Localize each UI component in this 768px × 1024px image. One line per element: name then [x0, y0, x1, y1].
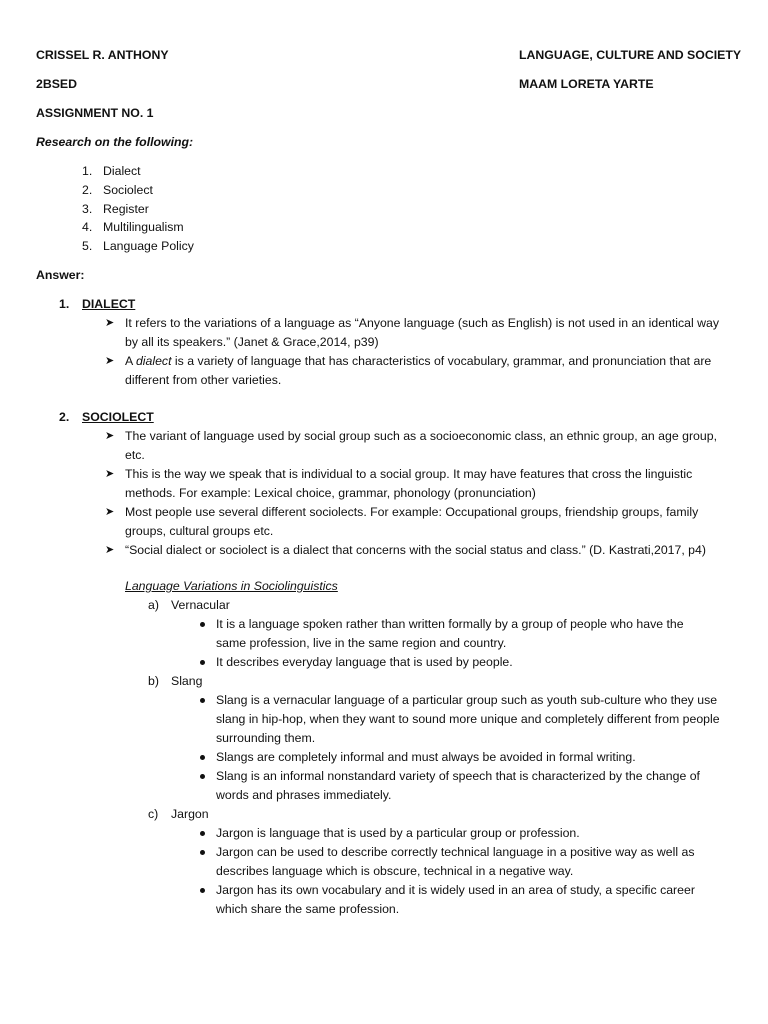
bullet-dot-icon — [200, 850, 205, 855]
bullet-text: Jargon can be used to describe correctly technical language in a positive way as well as describes language which is obscure, technical in a negative way. — [216, 845, 695, 878]
bullet-dot-icon — [200, 888, 205, 893]
topic-number: 2. — [82, 183, 93, 197]
bullet-text-emphasis: dialect — [135, 354, 172, 368]
subsection-title-jargon: Jargon — [171, 807, 209, 821]
section-number: 1. — [59, 297, 70, 311]
bullet-dot-icon — [200, 831, 205, 836]
bullet-text: Slang is a vernacular language of a particular group such as youth sub-culture who they use slang in hip-hop, when they want to sound more unique and completely different from people surrounding them. — [216, 693, 720, 745]
bullet-dot-icon — [200, 622, 205, 627]
topic-label: Dialect — [103, 164, 141, 178]
section-title-dialect: DIALECT — [82, 297, 136, 311]
bullet-text: It is a language spoken rather than written formally by a group of people who have the same profession, live in the same region and country. — [216, 617, 684, 650]
bullet-text: The variant of language used by social group such as a socioeconomic class, an ethnic group, an age group, etc. — [125, 429, 717, 462]
student-name: CRISSEL R. ANTHONY — [36, 48, 169, 62]
bullet-text: It refers to the variations of a language as “Anyone language (such as English) is not used in an identical way by all its speakers.” (Janet & Grace,2014, p39) — [125, 316, 720, 349]
bullet-text: Jargon is language that is used by a particular group or profession. — [216, 826, 580, 840]
student-section: 2BSED — [36, 77, 78, 91]
assignment-number: ASSIGNMENT NO. 1 — [36, 106, 154, 120]
bullet-text: “Social dialect or sociolect is a dialect that concerns with the social status and class.” (D. Kastrati,2017, p4) — [125, 543, 706, 557]
subsection-label: b) — [148, 674, 159, 688]
course-title: LANGUAGE, CULTURE AND SOCIETY — [519, 48, 742, 62]
bullet-text-pre: A — [125, 354, 136, 368]
bullet-dot-icon — [200, 774, 205, 779]
bullet-text: Most people use several different sociolects. For example: Occupational groups, friendship groups, family groups, cultural groups etc. — [125, 505, 699, 538]
arrow-bullet-icon: ➤ — [105, 544, 115, 556]
bullet-text: This is the way we speak that is individual to a social group. It may have features that cross the linguistic methods. For example: Lexical choice, grammar, phonology (pronunciation) — [125, 467, 693, 500]
bullet-dot-icon — [200, 660, 205, 665]
arrow-bullet-icon: ➤ — [105, 317, 115, 329]
bullet-text: It describes everyday language that is used by people. — [216, 655, 513, 669]
instructor-name: MAAM LORETA YARTE — [519, 77, 654, 91]
topic-number: 1. — [82, 164, 93, 178]
topic-label: Register — [103, 202, 149, 216]
bullet-text-post: is a variety of language that has characteristics of vocabulary, grammar, and pronunciation that are different from other varieties. — [125, 354, 712, 387]
bullet-text: Slang is an informal nonstandard variety of speech that is characterized by the change of words and phrases immediately. — [216, 769, 700, 802]
arrow-bullet-icon: ➤ — [105, 506, 115, 518]
subsection-title-slang: Slang — [171, 674, 203, 688]
bullet-dot-icon — [200, 755, 205, 760]
variations-heading: Language Variations in Sociolinguistics — [125, 579, 338, 593]
arrow-bullet-icon: ➤ — [105, 430, 115, 442]
bullet-text: Jargon has its own vocabulary and it is widely used in an area of study, a specific career which share the same profession. — [216, 883, 695, 916]
bullet-text — [125, 352, 735, 390]
subsection-label: a) — [148, 598, 159, 612]
subsection-title-vernacular: Vernacular — [171, 598, 230, 612]
answer-label: Answer: — [36, 268, 85, 282]
research-prompt: Research on the following: — [36, 135, 194, 149]
topic-label: Language Policy — [103, 239, 194, 253]
topic-label: Multilingualism — [103, 220, 184, 234]
section-number: 2. — [59, 410, 70, 424]
topic-number: 3. — [82, 202, 93, 216]
topic-label: Sociolect — [103, 183, 153, 197]
section-title-sociolect: SOCIOLECT — [82, 410, 154, 424]
topic-number: 4. — [82, 220, 93, 234]
topic-number: 5. — [82, 239, 93, 253]
arrow-bullet-icon: ➤ — [105, 355, 115, 367]
subsection-label: c) — [148, 807, 159, 821]
arrow-bullet-icon: ➤ — [105, 468, 115, 480]
bullet-dot-icon — [200, 698, 205, 703]
bullet-text: Slangs are completely informal and must always be avoided in formal writing. — [216, 750, 636, 764]
